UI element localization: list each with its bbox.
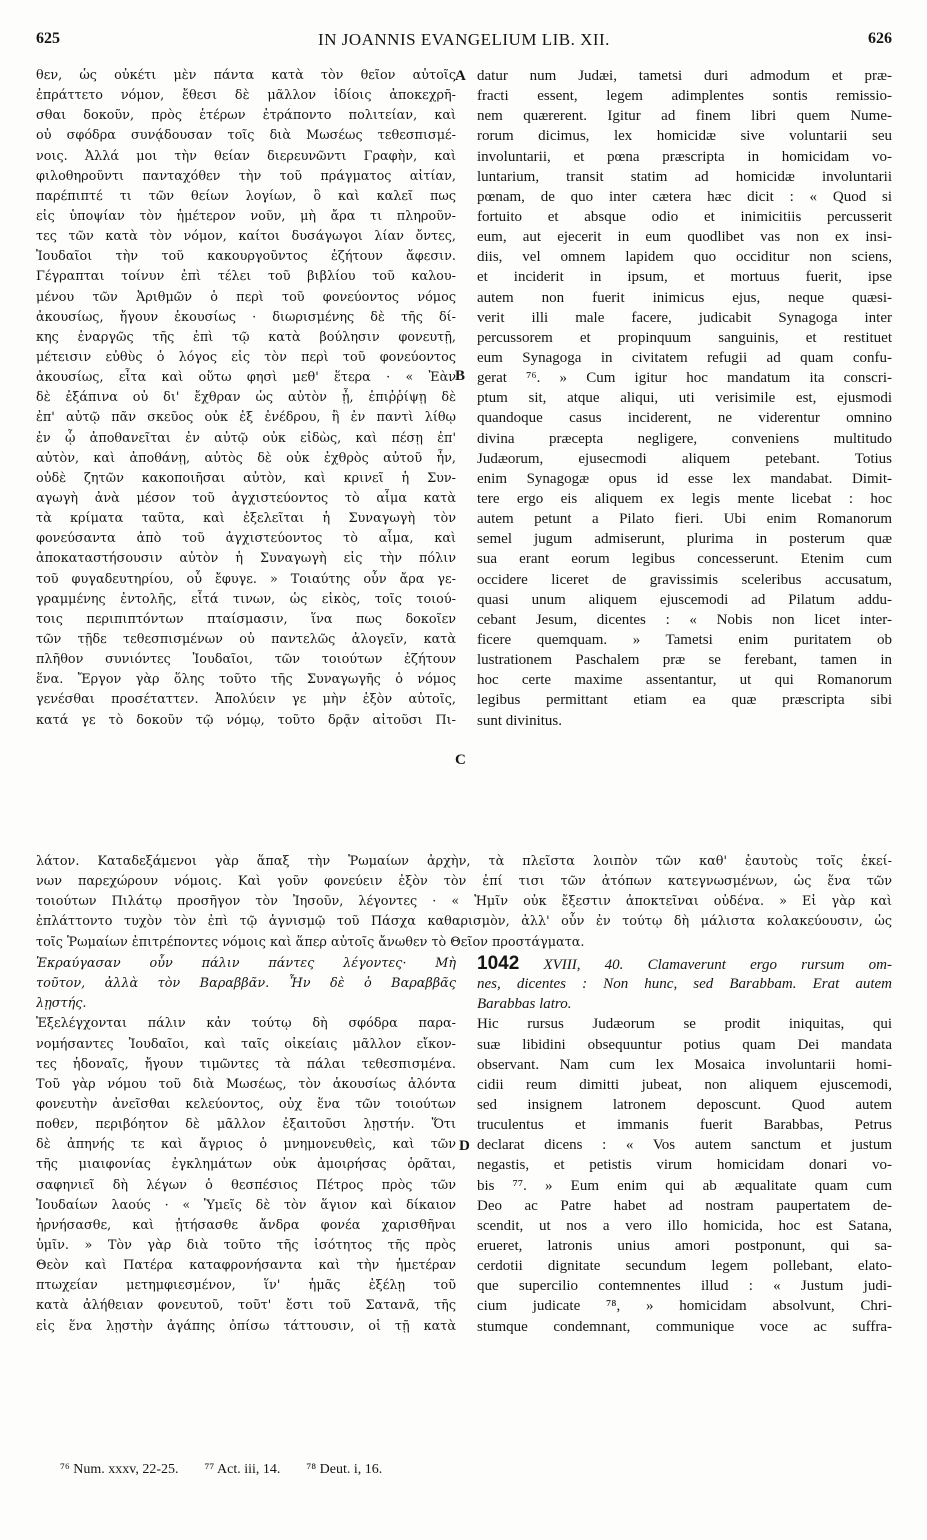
footnote: ⁷⁸ Deut. i, 16. — [306, 1462, 383, 1477]
latin-text-line: et inciderit in ipsum, et mortuus fuerit, ipse — [477, 269, 892, 286]
greek-heading-line: λῃστής. — [36, 996, 87, 1012]
latin-text-line: autem petunt a Pilato fieri. Ubi enim Romanorum — [477, 511, 892, 528]
latin-text-line: cebant Jesum, dicentes : « Nobis non licet inter- — [477, 611, 892, 628]
latin-text-line: Deo ac Patre habet ad nostram paupertatem de- — [477, 1197, 892, 1214]
greek-text-line: αὐτὸν, καὶ ἀποθάνῃ, αὐτὸς δὲ οὐκ ἐχθρὸς αὐτοῦ ἦν, — [36, 450, 456, 466]
latin-text-line: declarat dicens : « Vos autem sanctum et justum — [477, 1137, 892, 1154]
greek-text-line: ἐπ' αὐτῷ πᾶν σκεῦος οὐκ ἐξ ἐνέδρου, ἢ ἐν παντὶ λίθῳ — [36, 410, 456, 426]
latin-text-line: bis ⁷⁷. » Eum enim qui ab æqualitate quam cum — [477, 1177, 892, 1194]
latin-heading-line — [477, 994, 892, 1014]
greek-text-line: ἐν ᾧ ἀποθανεῖται ἐν αὐτῷ οὐκ εἰδὼς, καὶ πέσῃ ἐπ' — [36, 430, 456, 446]
latin-text-line: semel jugum admiserunt, plurima in posterum quæ — [477, 531, 892, 548]
greek-text-line: Θεὸν καὶ Πατέρα καταφρονήσαντα καὶ τὴν ἡμετέραν — [36, 1258, 456, 1274]
greek-text-line: Γέγραπται τοίνυν ἐπὶ τέλει τοῦ βιβλίου τοῦ καλου- — [36, 269, 456, 285]
greek-text-line: πλῆθον συνιόντες Ἰουδαῖοι, τῶν τοιούτων ἐζήτουν — [36, 652, 456, 668]
latin-text-line: verit illi male facere, judicabit Synagoga inter — [477, 309, 892, 326]
page-number-left: 625 — [36, 30, 60, 47]
greek-text-line: Ἐξελέγχονται πάλιν κἀν τούτῳ δὴ σφόδρα παρα- — [36, 1016, 456, 1032]
latin-text-line: negastis, et petistis virum homicidam donari vo- — [477, 1157, 892, 1174]
latin-heading-line — [477, 954, 892, 974]
greek-text-line: ποθεν, περιβόητον δὲ μᾶλλον ἐξαιτοῦσι λῃστήν. Ὅτι — [36, 1117, 456, 1133]
greek-text-line: εἰς ἕνα λῃστὴν ἀγάπης ὀπίσω τάττουσιν, οἱ τῇ κατὰ — [36, 1318, 456, 1334]
latin-text-line: scendit, ut nos a vero illo homicida, hoc est Satana, — [477, 1217, 892, 1234]
latin-text-line: enim Synagogæ opus id esse lex mandabat. Dimit- — [477, 470, 892, 487]
latin-text-line: cidii reum dimitti jubeat, non aliquem ejuscemodi, — [477, 1076, 892, 1093]
greek-text-line: κατά γε τὸ δοκοῦν τῷ νόμῳ, τοῦτο δρᾷν αἰτοῦσι Πι- — [36, 712, 456, 728]
latin-text-line: diis, vel omnem lapidem quo occiditur non sciens, — [477, 249, 892, 266]
section-marker-c: C — [455, 752, 466, 768]
latin-commentary — [477, 1014, 892, 1336]
greek-text-line: τοῦ φυγαδευτηρίου, οὗ ἔφυγε. » Τοιαύτης οὖν ἄρα γε- — [36, 571, 456, 587]
greek-text-line: δὲ ἀπηνής τε καὶ ἄγριος ὁ μνημονευθεὶς, καὶ τῶν — [36, 1137, 456, 1153]
latin-text-line: pœnam, de quo inter cætera hæc dicit : « Quod si — [477, 188, 892, 205]
greek-text-line: ἀκουσίως, εἶτα καὶ οὕτω φησὶ μεθ' ἕτερα · « Ἐὰν — [36, 370, 456, 386]
latin-text-line: ptum sit, atque aliqui, uti verisimile est, ejusmodi — [477, 390, 892, 407]
greek-text-line: ἠρνήσασθε, καὶ ᾐτήσασθε ἄνδρα φονέα χαρισθῆναι — [36, 1217, 456, 1233]
greek-text-line: γραμμένης ἐντολῆς, εἶτά τινων, ὡς εἰκὸς, τοῖς τοιού- — [36, 591, 456, 607]
greek-text-line: πτωχείαν μετημφιεσμένον, ἵν' ἡμᾶς ἐξέλῃ τοῦ — [36, 1278, 456, 1294]
page-number-right: 626 — [868, 30, 892, 47]
greek-text-line: νοις. Ἀλλά μοι τὴν θείαν διερευνῶντι Γραφὴν, καὶ — [36, 148, 456, 164]
latin-text-line: ficere quemquam. » Tametsi enim puritatem ob — [477, 631, 892, 648]
greek-text-line: τες τῶν κατὰ τὸν νόμον, καίτοι δυσάγωγοι λίαν ὄντες, — [36, 229, 456, 245]
latin-text-line: observant. Nam cum lex Mosaica involuntarii homi- — [477, 1056, 892, 1073]
greek-text-line: σαφηνιεῖ δὴ λέγων ὁ θεσπέσιος Πέτρος πρὸς τῶν — [36, 1177, 456, 1193]
greek-full-width-block — [36, 852, 892, 953]
greek-heading-line: Ἐκραύγασαν οὖν πάλιν πάντες λέγοντες· Μὴ — [36, 956, 456, 971]
greek-text-line: αγωγὴ ἀνὰ μέσον τοῦ ἀγχιστεύοντος τὸ αἷμα κατὰ — [36, 490, 456, 506]
greek-text-line: Ἰουδαίων λαούς · « Ὑμεῖς δὲ τὸν ἅγιον καὶ δίκαιον — [36, 1197, 456, 1213]
latin-text-line: gerat ⁷⁶. » Cum igitur hoc mandatum ita conscri- — [477, 370, 892, 387]
latin-text-line: cium judicate ⁷⁸, » homicidam absolvunt, Chri- — [477, 1298, 892, 1315]
latin-text-line: luntarium, transit statim ad homicidæ involuntarii — [477, 168, 892, 185]
latin-column-top — [477, 66, 892, 731]
latin-text-line: Hic rursus Judæorum se prodit iniquitas, qui — [477, 1016, 892, 1033]
greek-text-line: θεν, ὡς οὐκέτι μὲν πάντα κατὰ τὸν θεῖον αὐτοῖς — [36, 68, 456, 83]
greek-text-line: σθαι δοκοῦν, πρὸς ἑτέρων ἐτράποντο πολιτείαν, καὶ — [36, 108, 456, 124]
latin-text-line: fortuito et absque odio et inimicitiis percusserit — [477, 208, 892, 225]
latin-text-line: Judæorum, ejusecmodi aliquem petebant. Totius — [477, 450, 892, 467]
greek-text-line: ὑμῖν. » Τὸν γὰρ διὰ τοῦτο τῆς ἰσότητος τῆς πρὸς — [36, 1237, 456, 1253]
running-title: IN JOANNIS EVANGELIUM LIB. XII. — [318, 30, 610, 49]
greek-text-line: κης ἐναργῶς τῆς ἐπὶ τῷ κατὰ βούλησιν φονευτῇ, — [36, 329, 456, 345]
greek-text-line: τῆς μιαιφονίας ἐγκλημάτων οὐκ ἀμοιρήσας ὁρᾶται, — [36, 1157, 456, 1173]
greek-text-line: ἀποκαταστήσουσιν αὐτὸν ἡ Συναγωγὴ εἰς τὴν πόλιν — [36, 551, 456, 567]
greek-column-bottom — [36, 954, 456, 1337]
greek-text-line: οὐδὲ ζητῶν κακοποιῆσαι αὐτὸν, καὶ κρινεῖ ἡ Συν- — [36, 470, 456, 486]
latin-text-line: sua erant eorum legibus concesserunt. Etenim cum — [477, 551, 892, 568]
latin-text-line: quasi unum aliquem ejuscemodi ad Pilatum addu- — [477, 591, 892, 608]
footnotes — [60, 1462, 860, 1478]
greek-text-line: τοις περιπιπτόντων πταίσμασιν, ἵνα πως δοκοῖεν — [36, 611, 456, 627]
greek-text-line: τοιούτων Πιλάτῳ προσῆγον τὸν Ἰησοῦν, λέγοντες · « Ἡμῖν οὐκ ἔξεστιν ἀποκτεῖναι οὐδένα. » Εἰ γὰρ καὶ — [36, 894, 892, 910]
latin-text-line: sunt divinitus. — [477, 712, 563, 729]
latin-text-line: eum Synagoga in civitatem refugii ad quam confu- — [477, 349, 892, 366]
page-header — [36, 30, 892, 56]
latin-text-line: divina præcepta negligere, conveniens multitudo — [477, 430, 892, 447]
greek-column-top — [36, 66, 456, 731]
latin-heading-text: Barabbas latro. — [477, 996, 572, 1013]
latin-text-line: truculentus et immanis fuerit Barabbas, Petrus — [477, 1117, 892, 1134]
footnote: ⁷⁷ Act. iii, 14. — [204, 1462, 281, 1477]
latin-text-line: nem quærerent. Igitur ad finem libri quem Nume- — [477, 108, 892, 125]
greek-text-line: δὲ ἐξάπινα οὐ δι' ἔχθραν ὡς αὐτὸν ᾖ, ἐπιῤῥίψῃ δὲ — [36, 390, 456, 406]
section-marker-a: A — [455, 68, 466, 84]
latin-heading-line — [477, 974, 892, 994]
greek-text-line: ἐπράττετο νόμον, ἔθεσι δὲ μᾶλλον ἰδίοις ἀποκεχρῆ- — [36, 88, 456, 104]
footnote: ⁷⁶ Num. xxxv, 22-25. — [60, 1462, 179, 1477]
greek-text-line: ἐπλάττοντο τυχὸν τὸν ἐπὶ τῷ ἁγνισμῷ τοῦ Πάσχα καθαρισμὸν, ἀλλ' οὖν ἐν τούτῳ δὴ μάλιστα κολακεύουσιν, ὡς — [36, 914, 892, 930]
latin-text-line: que supercilio contemnentes illud : « Justum judi- — [477, 1278, 892, 1295]
latin-text-line: rorum dicimus, lex homicidæ sive voluntarii seu — [477, 128, 892, 145]
latin-text-line: fracti essent, legem adimplentes sontis remissio- — [477, 88, 892, 105]
latin-verse-heading — [477, 954, 892, 1014]
greek-text-line: τοῖς Ῥωμαίων ἐπιτρέποντες νόμοις καὶ ἅπερ αὐτοῖς ἄνωθεν τὸ Θεῖον προστάγματα. — [36, 934, 585, 950]
section-marker-b: B — [455, 368, 466, 384]
latin-text-line: legibus permittant etiam ea quæ præscripta sibi — [477, 692, 892, 709]
greek-text-line: λάτον. Καταδεξάμενοι γὰρ ἅπαξ τὴν Ῥωμαίων ἀρχὴν, τὰ πλεῖστα λοιπὸν τῶν καθ' ἑαυτοὺς τοῖς ἐκεί- — [36, 854, 892, 869]
latin-text-line: stumque condemnant, communique voce ac suffra- — [477, 1318, 892, 1335]
greek-text-line: φιλοθηροῦντι πανταχόθεν τὴν τοῦ πράγματος αἰτίαν, — [36, 168, 456, 184]
latin-text-line: autem non fuerit inimicus ejus, neque quæsi- — [477, 289, 892, 306]
greek-heading-line: τοῦτον, ἀλλὰ τὸν Βαραββᾶν. Ἦν δὲ ὁ Βαραββᾶς — [36, 976, 456, 992]
greek-text-line: ἕνα. Ἔργον γὰρ ὅλης τοῦτο τῆς Συναγωγῆς ὁ νόμος — [36, 672, 456, 688]
latin-text-line: lustrationem Paschalem præ se ferebant, tamen in — [477, 652, 892, 669]
greek-verse-heading — [36, 954, 456, 1014]
section-marker-d: D — [459, 1138, 470, 1154]
greek-text-line: οὐ σφόδρα συνᾴδουσαν τοῖς διὰ Μωσέως τεθεσπισμέ- — [36, 128, 456, 144]
latin-text-line: erueret, latronis unius amori postponunt, qui sa- — [477, 1237, 892, 1254]
latin-text-line: suæ libidini obsequuntur potius quam Dei mandata — [477, 1036, 892, 1053]
greek-text-line: τες ἡδοναῖς, ἤγουν τιμῶντες τὰ πάλαι τεθεσπισμένα. — [36, 1056, 456, 1072]
greek-text-line: φονευτὴν ἀνεῖσθαι κελεύοντος, οὐχ ἕνα τῶν τοιούτων — [36, 1096, 456, 1112]
greek-commentary — [36, 1014, 456, 1336]
greek-text-line: νων παρεχώρουν νόμοις. Καὶ γοῦν φονεύειν ἐξὸν τὸν ἐπί τισι τῶν ἀτόπων κατεγνωσμένων, ὡς ἕνα τῶν — [36, 874, 892, 890]
latin-text-line: percussorem et propinquum sanguinis, et restituet — [477, 329, 892, 346]
greek-text-line: γενέσθαι προσέταττεν. Ἀπολύειν γε μὴν ἐξὸν αὐτοῖς, — [36, 692, 456, 708]
greek-text-line: φονεύσαντα ἀπὸ τοῦ ἀγχιστεύοντος τὸ αἷμα, καὶ — [36, 531, 456, 547]
greek-text-line: κατὰ ἀλήθειαν φονευτοῦ, τοῦτ' ἔστι τοῦ Σατανᾶ, τῆς — [36, 1298, 456, 1314]
greek-text-line: Τοῦ γὰρ νόμου τοῦ διὰ Μωσέως, τὸν ἀκουσίως ἁλόντα — [36, 1076, 456, 1092]
column-number: 1042 — [477, 954, 520, 974]
greek-text-line: ἀκουσίως, ἤγουν ἑκουσίως · διωρισμένης δὲ τῆς δί- — [36, 309, 456, 325]
greek-text-line: τὰ κρίματα ταῦτα, καὶ ἐξελεῖται ἡ Συναγωγὴ τὸν — [36, 511, 456, 527]
greek-text-line: νομήσαντες Ἰουδαῖοι, καὶ ταῖς οἰκείαις μᾶλλον εἴκον- — [36, 1036, 456, 1052]
latin-text-line: sed insignem latronem deposcunt. Quod autem — [477, 1096, 892, 1113]
greek-text-line: εἰς ὑποψίαν τὸν ἡμέτερον νοῦν, μὴ ἄρα τι πληροῦν- — [36, 208, 456, 224]
greek-text-line: παρέπιπτέ τι τῶν θείων λογίων, ὃ καὶ καλεῖ πως — [36, 188, 456, 204]
latin-heading-text: nes, dicentes : Non hunc, sed Barabbam. Erat autem — [477, 976, 892, 993]
latin-column-bottom — [477, 954, 892, 1337]
greek-text-line: τῶν τῇδε τεθεσπισμένων οὐ παντελῶς ἀλογεῖν, κατὰ — [36, 631, 456, 647]
greek-text-line: μένου τῶν Ἀριθμῶν ὁ περὶ τοῦ φονεύοντος νόμος — [36, 289, 456, 305]
latin-text-line: hoc certe maxime assentantur, ut qui Romanorum — [477, 672, 892, 689]
latin-text-line: occidere liceret de gravissimis sceleribus accusatum, — [477, 571, 892, 588]
greek-text-line: μέτεισιν εὐθὺς ὁ λόγος εἰς τὸν περὶ τοῦ φονεύοντος — [36, 349, 456, 365]
latin-text-line: quandoque casus inciderent, ne viderentur omnino — [477, 410, 892, 427]
greek-text-line: Ἰουδαῖοι τὴν τοῦ κακουργοῦντος ἐζήτουν ἄφεσιν. — [36, 249, 456, 265]
latin-text-line: eum, aut ejecerit in eum quodlibet vas non ex insi- — [477, 229, 892, 246]
latin-text-line: cerdotii dignitate secundum legem pollebant, elato- — [477, 1258, 892, 1275]
latin-text-line: datur num Judæi, tametsi duri admodum et præ- — [477, 68, 892, 84]
latin-heading-text: XVIII, 40. Clamaverunt ergo rursum om- — [519, 957, 892, 973]
latin-text-line: tere ergo eis aliquem ex legis mente licebat : hoc — [477, 490, 892, 507]
latin-text-line: involuntarii, et pœna præscripta in homicidam vo- — [477, 148, 892, 165]
